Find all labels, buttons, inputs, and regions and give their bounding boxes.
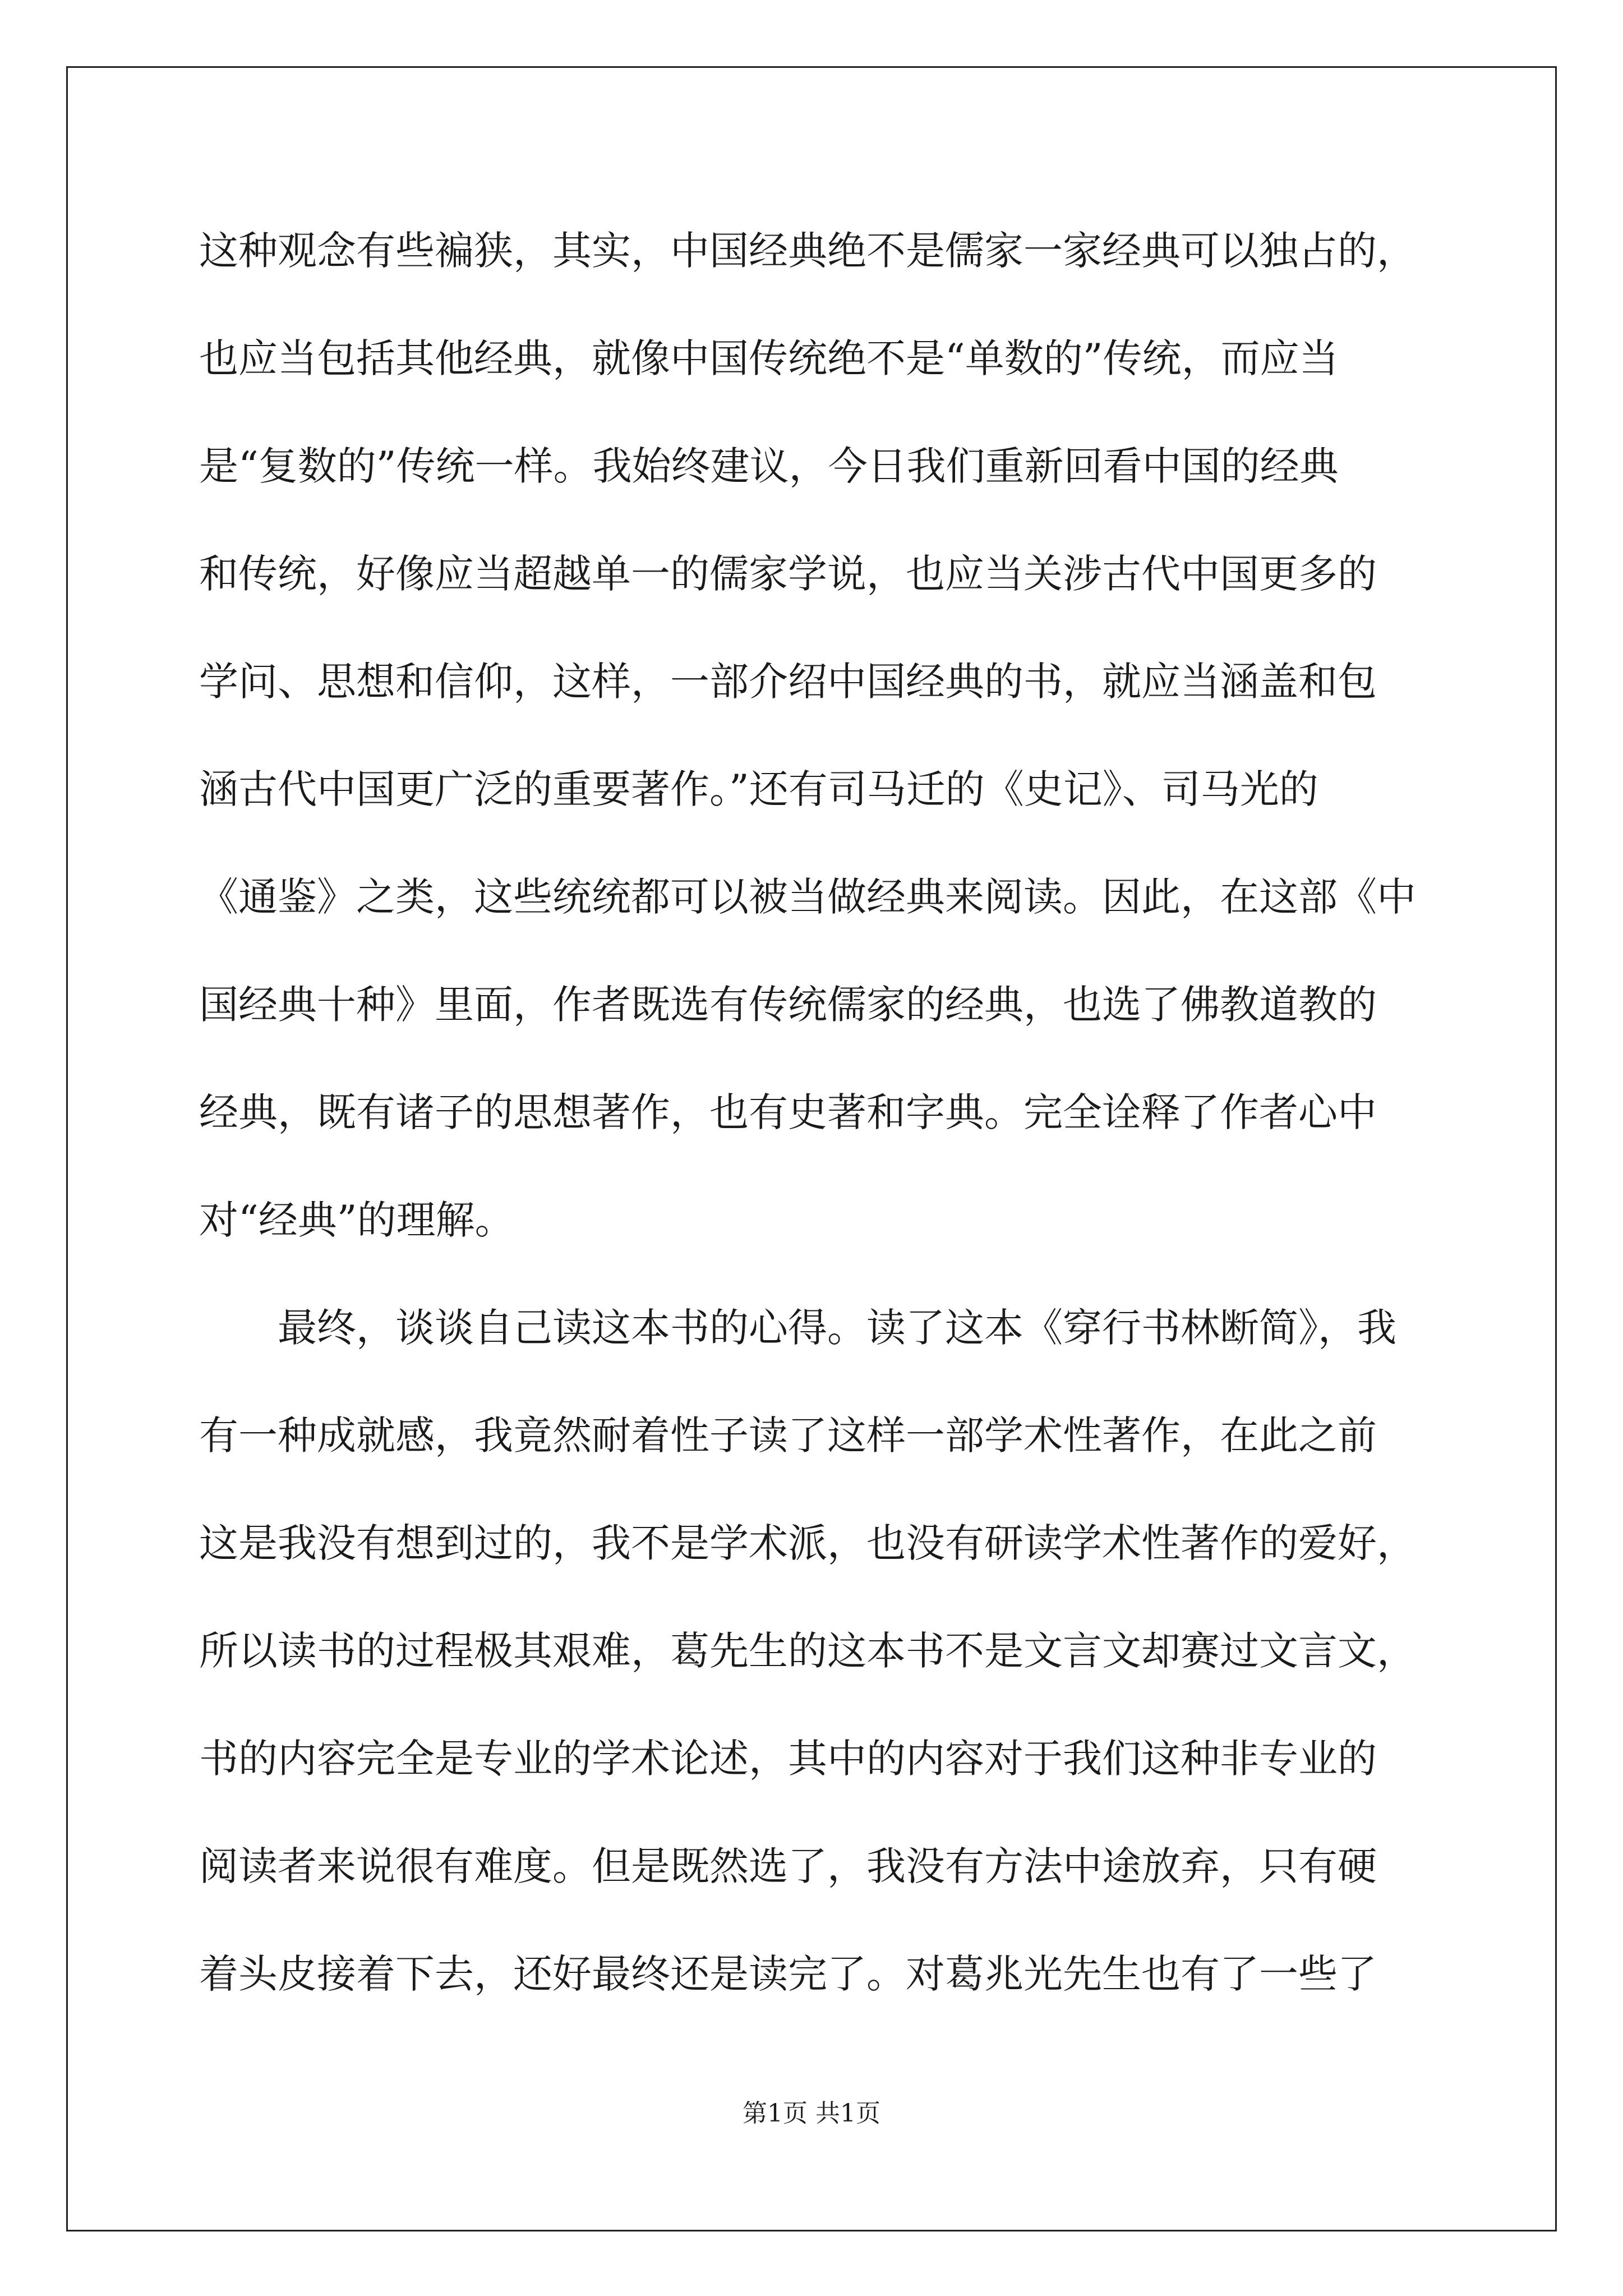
text-line: 是“复数的”传统一样。我始终建议，今日我们重新回看中国的经典: [199, 443, 1339, 489]
text-line: 有一种成就感，我竟然耐着性子读了这样一部学术性著作，在此之前: [199, 1412, 1377, 1458]
text-line: 涵古代中国更广泛的重要著作。”还有司马迁的《史记》、司马光的: [199, 766, 1318, 812]
text-line: 和传统，好像应当超越单一的儒家学说，也应当关涉古代中国更多的: [199, 551, 1377, 597]
page-footer: 第1页 共1页: [743, 2099, 880, 2128]
text-line: 学问、思想和信仰，这样，一部介绍中国经典的书，就应当涵盖和包: [199, 659, 1377, 705]
text-line: 阅读者来说很有难度。但是既然选了，我没有方法中途放弃，只有硬: [199, 1843, 1377, 1889]
text-line: 《通鉴》之类，这些统统都可以被当做经典来阅读。因此，在这部《中: [199, 874, 1416, 920]
page-border: [66, 66, 1557, 2231]
text-line: 对“经典”的理解。: [199, 1197, 514, 1243]
paragraph-first-line: 最终，谈谈自己读这本书的心得。读了这本《穿行书林断简》，我: [278, 1305, 1396, 1351]
text-line: 书的内容完全是专业的学术论述，其中的内容对于我们这种非专业的: [199, 1736, 1377, 1782]
text-line: 国经典十种》里面，作者既选有传统儒家的经典，也选了佛教道教的: [199, 982, 1377, 1028]
text-line: 着头皮接着下去，还好最终还是读完了。对葛兆光先生也有了一些了: [199, 1951, 1377, 1997]
text-line: 这种观念有些褊狭，其实，中国经典绝不是儒家一家经典可以独占的，: [199, 228, 1416, 274]
text-line: 这是我没有想到过的，我不是学术派，也没有研读学术性著作的爱好，: [199, 1520, 1416, 1566]
text-line: 所以读书的过程极其艰难，葛先生的这本书不是文言文却赛过文言文，: [199, 1628, 1416, 1674]
text-line: 也应当包括其他经典，就像中国传统绝不是“单数的”传统，而应当: [199, 335, 1339, 381]
text-line: 经典，既有诸子的思想著作，也有史著和字典。完全诠释了作者心中: [199, 1089, 1377, 1135]
